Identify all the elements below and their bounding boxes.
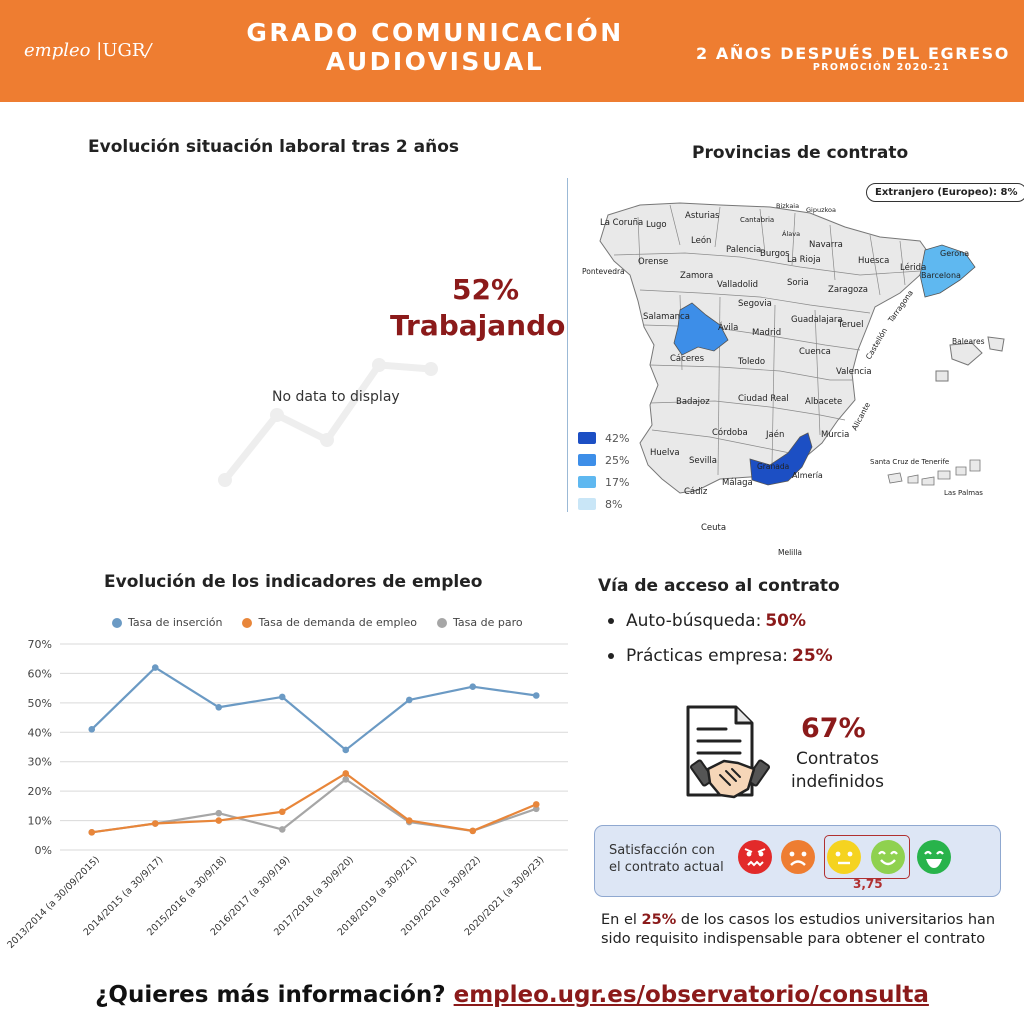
- foreign-europe-badge: Extranjero (Europeo): 8%: [866, 183, 1024, 202]
- map-label-navarra: Navarra: [809, 240, 843, 250]
- map-label-gipuzkoa: Gipuzkoa: [806, 206, 836, 214]
- data-point[interactable]: [342, 747, 349, 754]
- map-label-leon: León: [691, 236, 712, 246]
- map-label-almeria: Almería: [792, 471, 823, 480]
- satisfaction-score: 3,75: [853, 877, 883, 891]
- bullet-icon: [608, 653, 614, 659]
- map-label-burgos: Burgos: [760, 249, 790, 259]
- map-label-valladolid: Valladolid: [717, 280, 759, 290]
- requirement-text: En el 25% de los casos los estudios universitarios han sido requisito indispensable para obtener el contrato: [601, 912, 996, 947]
- series-line-tasa-de-inserci-n: [92, 668, 537, 750]
- sad-face-icon: [781, 840, 815, 874]
- map-label-guadalajara: Guadalajara: [791, 315, 843, 325]
- map-label-tenerife: Santa Cruz de Tenerife: [870, 458, 950, 466]
- access-title: Vía de acceso al contrato: [598, 576, 840, 596]
- data-point[interactable]: [152, 664, 159, 671]
- map-label-palencia: Palencia: [726, 245, 762, 255]
- bullet-icon: [608, 618, 614, 624]
- indefinite-contracts-pct: 67%: [801, 713, 866, 744]
- map-label-castellon: Castellón: [863, 326, 890, 361]
- map-label-alicante: Alicante: [849, 400, 873, 432]
- map-label-melilla: Melilla: [778, 548, 803, 557]
- access-list: [608, 603, 833, 673]
- indicators-line-chart: [0, 630, 590, 960]
- map-label-caceres: Cáceres: [670, 354, 705, 364]
- data-point[interactable]: [406, 697, 413, 704]
- map-label-asturias: Asturias: [685, 211, 720, 221]
- legend-swatch-25: [578, 454, 596, 466]
- indicators-title: Evolución de los indicadores de empleo: [104, 572, 483, 592]
- map-label-cantabria: Cantabria: [740, 216, 775, 224]
- map-label-avila: Ávila: [718, 323, 739, 333]
- neutral-face-icon: [827, 840, 861, 874]
- section-divider: [567, 178, 568, 512]
- data-point[interactable]: [279, 808, 286, 815]
- map-label-cordoba: Córdoba: [712, 428, 748, 438]
- evolution-title: Evolución situación laboral tras 2 años: [88, 137, 460, 157]
- map-legend-item: 17%: [578, 471, 629, 493]
- access-item: Prácticas empresa: 25%: [608, 638, 833, 673]
- years-after-label: 2 AÑOS DESPUÉS DEL EGRESO: [695, 44, 1010, 63]
- x-tick-label: 2015/2016 (a 30/9/18): [145, 854, 229, 939]
- grin-face-icon: [917, 840, 951, 874]
- map-legend-item: 25%: [578, 449, 629, 471]
- y-tick-label: 20%: [27, 785, 52, 799]
- legend-item-paro: Tasa de paro: [437, 616, 523, 629]
- map-label-sevilla: Sevilla: [689, 456, 717, 466]
- legend-swatch-8: [578, 498, 596, 510]
- y-tick-label: 60%: [27, 667, 52, 681]
- map-label-pontevedra: Pontevedra: [582, 267, 625, 276]
- map-label-huelva: Huelva: [650, 448, 680, 458]
- x-tick-label: 2014/2015 (a 30/9/17): [81, 854, 166, 939]
- data-point[interactable]: [215, 817, 222, 824]
- legend-dot-insercion: [112, 618, 122, 628]
- promotion-label: PROMOCIÓN 2020-21: [812, 62, 950, 73]
- map-label-teruel: Teruel: [838, 320, 864, 330]
- angry-face-icon: [738, 840, 772, 874]
- map-legend: [578, 427, 629, 515]
- map-label-alava: Álava: [782, 230, 801, 238]
- data-point[interactable]: [152, 820, 159, 827]
- map-title: Provincias de contrato: [692, 143, 909, 163]
- map-label-ciudad-real: Ciudad Real: [738, 394, 789, 404]
- map-label-ceuta: Ceuta: [701, 523, 727, 533]
- map-label-la-rioja: La Rioja: [787, 255, 821, 265]
- y-tick-label: 30%: [27, 755, 52, 769]
- legend-dot-demanda: [242, 618, 252, 628]
- x-tick-label: 2013/2014 (a 30/09/2015): [5, 854, 102, 951]
- x-tick-label: 2020/2021 (a 30/9/23): [462, 854, 547, 939]
- data-point[interactable]: [342, 770, 349, 777]
- observatorio-link[interactable]: empleo.ugr.es/observatorio/consulta: [453, 982, 929, 1008]
- data-point[interactable]: [469, 828, 476, 835]
- map-label-zamora: Zamora: [680, 271, 714, 281]
- x-tick-label: 2019/2020 (a 30/9/22): [399, 854, 483, 939]
- y-tick-label: 50%: [27, 696, 52, 710]
- map-label-lerida: Lérida: [900, 263, 927, 273]
- map-label-toledo: Toledo: [738, 357, 766, 367]
- map-legend-item: 42%: [578, 427, 629, 449]
- map-label-malaga: Málaga: [722, 478, 753, 488]
- data-point[interactable]: [406, 817, 413, 824]
- legend-swatch-42: [578, 432, 596, 444]
- x-tick-label: 2018/2019 (a 30/9/21): [335, 854, 420, 939]
- spain-provinces-map: [570, 175, 1020, 565]
- map-label-granada: Granada: [757, 462, 790, 471]
- contract-handshake-icon: [682, 703, 778, 803]
- degree-title-line1: GRADO COMUNICACIÓN: [246, 18, 624, 47]
- legend-dot-paro: [437, 618, 447, 628]
- map-label-zaragoza: Zaragoza: [828, 285, 869, 295]
- map-legend-item: 8%: [578, 493, 629, 515]
- map-label-baleares: Baleares: [952, 337, 985, 346]
- data-point[interactable]: [533, 692, 540, 699]
- map-label-lugo: Lugo: [646, 220, 667, 230]
- header-bar: [0, 0, 1024, 102]
- map-label-cuenca: Cuenca: [799, 347, 831, 357]
- data-point[interactable]: [533, 801, 540, 808]
- no-data-message: No data to display: [272, 389, 400, 405]
- y-tick-label: 40%: [27, 726, 52, 740]
- map-label-albacete: Albacete: [805, 397, 843, 407]
- data-point[interactable]: [469, 683, 476, 690]
- y-tick-label: 70%: [27, 638, 52, 651]
- legend-swatch-17: [578, 476, 596, 488]
- data-point[interactable]: [279, 826, 286, 833]
- line-chart-legend: [112, 616, 523, 629]
- map-label-la-coruna: La Coruña: [600, 218, 644, 228]
- legend-item-demanda: Tasa de demanda de empleo: [242, 616, 417, 629]
- map-label-madrid: Madrid: [752, 328, 782, 338]
- degree-title-line2: AUDIOVISUAL: [325, 47, 545, 76]
- smile-face-icon: [871, 840, 905, 874]
- map-label-salamanca: Salamanca: [643, 312, 690, 322]
- data-point[interactable]: [215, 704, 222, 711]
- map-label-murcia: Murcia: [821, 430, 850, 440]
- map-label-las-palmas: Las Palmas: [944, 489, 983, 497]
- map-label-soria: Soria: [787, 278, 809, 288]
- map-label-badajoz: Badajoz: [676, 397, 710, 407]
- data-point[interactable]: [342, 776, 349, 783]
- working-percentage: 52%: [452, 273, 520, 306]
- data-point[interactable]: [279, 694, 286, 701]
- map-label-huesca: Huesca: [858, 256, 890, 266]
- access-item: Auto-búsqueda: 50%: [608, 603, 833, 638]
- map-label-orense: Orense: [638, 257, 669, 267]
- map-label-segovia: Segovia: [738, 299, 772, 309]
- map-label-valencia: Valencia: [836, 367, 872, 377]
- x-tick-label: 2017/2018 (a 30/9/20): [272, 854, 356, 939]
- footer-question: ¿Quieres más información?: [95, 982, 446, 1008]
- map-label-cadiz: Cádiz: [684, 487, 708, 497]
- data-point[interactable]: [88, 829, 95, 836]
- degree-title: [210, 18, 660, 76]
- legend-item-insercion: Tasa de inserción: [112, 616, 222, 629]
- header-subtitle: [696, 44, 1010, 73]
- footer-cta: [0, 982, 1024, 1008]
- map-label-jaen: Jaén: [766, 430, 785, 440]
- y-tick-label: 0%: [34, 844, 52, 857]
- map-label-bizkaia: Bizkaia: [776, 202, 800, 210]
- x-tick-label: 2016/2017 (a 30/9/19): [208, 854, 293, 939]
- working-label: Trabajando: [390, 309, 566, 342]
- data-point[interactable]: [88, 726, 95, 733]
- satisfaction-label: Satisfacción con el contrato actual: [609, 843, 724, 875]
- data-point[interactable]: [215, 810, 222, 817]
- map-label-gerona: Gerona: [940, 249, 970, 258]
- empleo-ugr-logo[interactable]: empleo |UGR/: [24, 40, 152, 61]
- y-tick-label: 10%: [27, 814, 52, 828]
- placeholder-line-graphic: [205, 345, 465, 505]
- map-label-barcelona: Barcelona: [921, 271, 961, 280]
- map-label-tarragona: Tarragona: [886, 288, 916, 325]
- indefinite-contracts-label: Contratos indefinidos: [790, 749, 884, 792]
- satisfaction-box: [594, 825, 1001, 897]
